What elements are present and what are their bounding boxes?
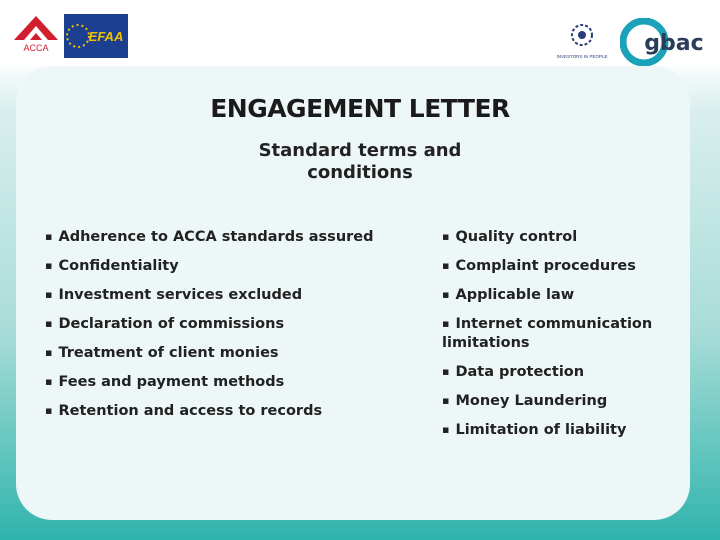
list-item: ▪ Confidentiality	[45, 257, 415, 276]
list-item: ▪ Declaration of commissions	[45, 315, 415, 334]
list-item: ▪ Applicable law	[442, 286, 682, 305]
subtitle	[0, 140, 720, 184]
list-item: ▪ Quality control	[442, 228, 682, 247]
list-item: ▪ Complaint procedures	[442, 257, 682, 276]
acca-logo	[12, 14, 60, 54]
list-item: ▪ Retention and access to records	[45, 402, 415, 421]
subtitle-line-1: Standard terms and	[258, 140, 462, 161]
investors-in-people-logo	[552, 18, 612, 62]
list-item: ▪ Limitation of liability	[442, 421, 682, 440]
terms-list-left	[45, 228, 415, 431]
gbac-logo-text: gbac	[644, 31, 704, 56]
list-item: ▪ Internet communication limitations	[442, 315, 682, 353]
list-item: ▪ Money Laundering	[442, 392, 682, 411]
efaa-logo	[64, 14, 128, 58]
subtitle-line-2: conditions	[307, 162, 413, 183]
list-item: ▪ Fees and payment methods	[45, 373, 415, 392]
list-item: ▪ Investment services excluded	[45, 286, 415, 305]
list-item: ▪ Treatment of client monies	[45, 344, 415, 363]
acca-logo-text: ACCA	[23, 43, 49, 53]
efaa-logo-text: EFAA	[88, 29, 124, 44]
page-title: ENGAGEMENT LETTER	[210, 94, 510, 123]
iip-logo-text: INVESTORS IN PEOPLE	[556, 54, 608, 59]
gbac-logo	[620, 18, 710, 66]
list-item: ▪ Adherence to ACCA standards assured	[45, 228, 415, 247]
terms-list-right	[442, 228, 682, 450]
list-item: ▪ Data protection	[442, 363, 682, 382]
